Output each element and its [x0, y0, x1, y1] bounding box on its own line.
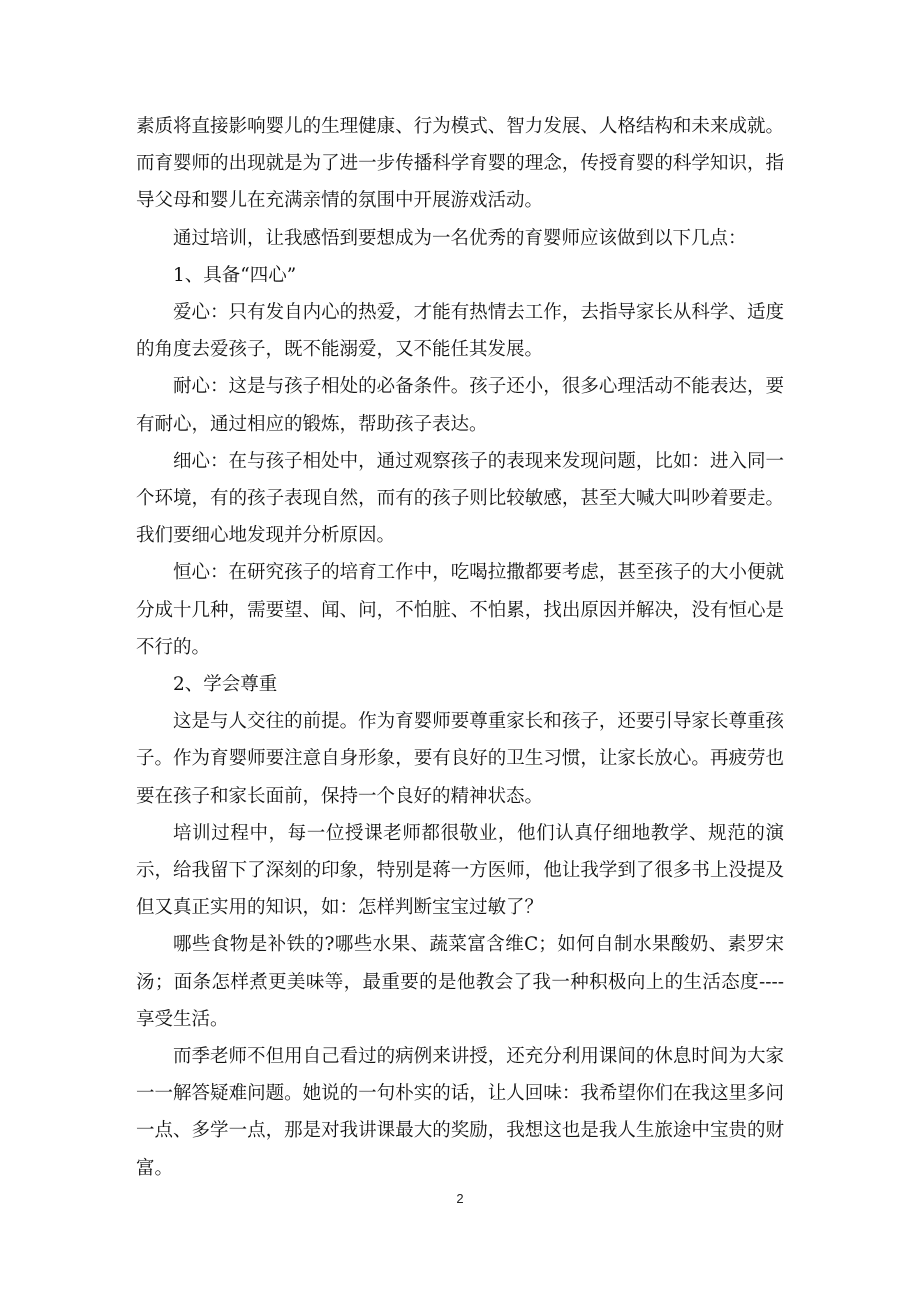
paragraph-love: 爱心：只有发自内心的热爱，才能有热情去工作，去指导家长从科学、适度的角度去爱孩子，既不能溺爱，又不能任其发展。	[136, 302, 784, 361]
document-body	[136, 108, 784, 1187]
paragraph-carefulness: 细心：在与孩子相处中，通过观察孩子的表现来发现问题，比如：进入同一个环境，有的孩子表现自然，而有的孩子则比较敏感，甚至大喊大叫吵着要走。我们要细心地发现并分析原因。	[136, 450, 784, 547]
section-heading-2: 2、学会尊重	[173, 674, 278, 696]
paragraph-1: 素质将直接影响婴儿的生理健康、行为模式、智力发展、人格结构和未来成就。而育婴师的出现就是为了进一步传播科学育婴的理念，传授育婴的科学知识，指导父母和婴儿在充满亲情的氛围中开展游戏活动。	[136, 116, 784, 212]
paragraph-respect: 这是与人交往的前提。作为育婴师要尊重家长和孩子，还要引导家长尊重孩子。作为育婴师要注意自身形象，要有良好的卫生习惯，让家长放心。再疲劳也要在孩子和家长面前，保持一个良好的精神状态。	[136, 711, 784, 807]
paragraph-teacher-ji: 而季老师不但用自己看过的病例来讲授，还充分利用课间的休息时间为大家一一解答疑难问题。她说的一句朴实的话，让人回味：我希望你们在我这里多问一点、多学一点，那是对我讲课最大的奖励，我想这也是我人生旅途中宝贵的财富。	[136, 1046, 784, 1179]
paragraph-patience: 耐心：这是与孩子相处的必备条件。孩子还小，很多心理活动不能表达，要有耐心，通过相应的锻炼，帮助孩子表达。	[136, 376, 784, 435]
paragraph-perseverance: 恒心：在研究孩子的培育工作中，吃喝拉撒都要考虑，甚至孩子的大小便就分成十几种，需要望、闻、问，不怕脏、不怕累，找出原因并解决，没有恒心是不行的。	[136, 562, 784, 658]
paragraph-2: 通过培训，让我感悟到要想成为一名优秀的育婴师应该做到以下几点：	[173, 227, 747, 249]
paragraph-foods: 哪些食物是补铁的?哪些水果、蔬菜富含维C；如何自制水果酸奶、素罗宋汤；面条怎样煮更美味等，最重要的是他教会了我一种积极向上的生活态度----享受生活。	[136, 934, 784, 1030]
section-heading-1: 1、具备“四心”	[173, 264, 297, 286]
page-number: 2	[456, 1191, 464, 1206]
paragraph-training: 培训过程中，每一位授课老师都很敬业，他们认真仔细地教学、规范的演示，给我留下了深刻的印象，特别是蒋一方医师，他让我学到了很多书上没提及但又真正实用的知识，如：怎样判断宝宝过敏了？	[136, 822, 784, 919]
